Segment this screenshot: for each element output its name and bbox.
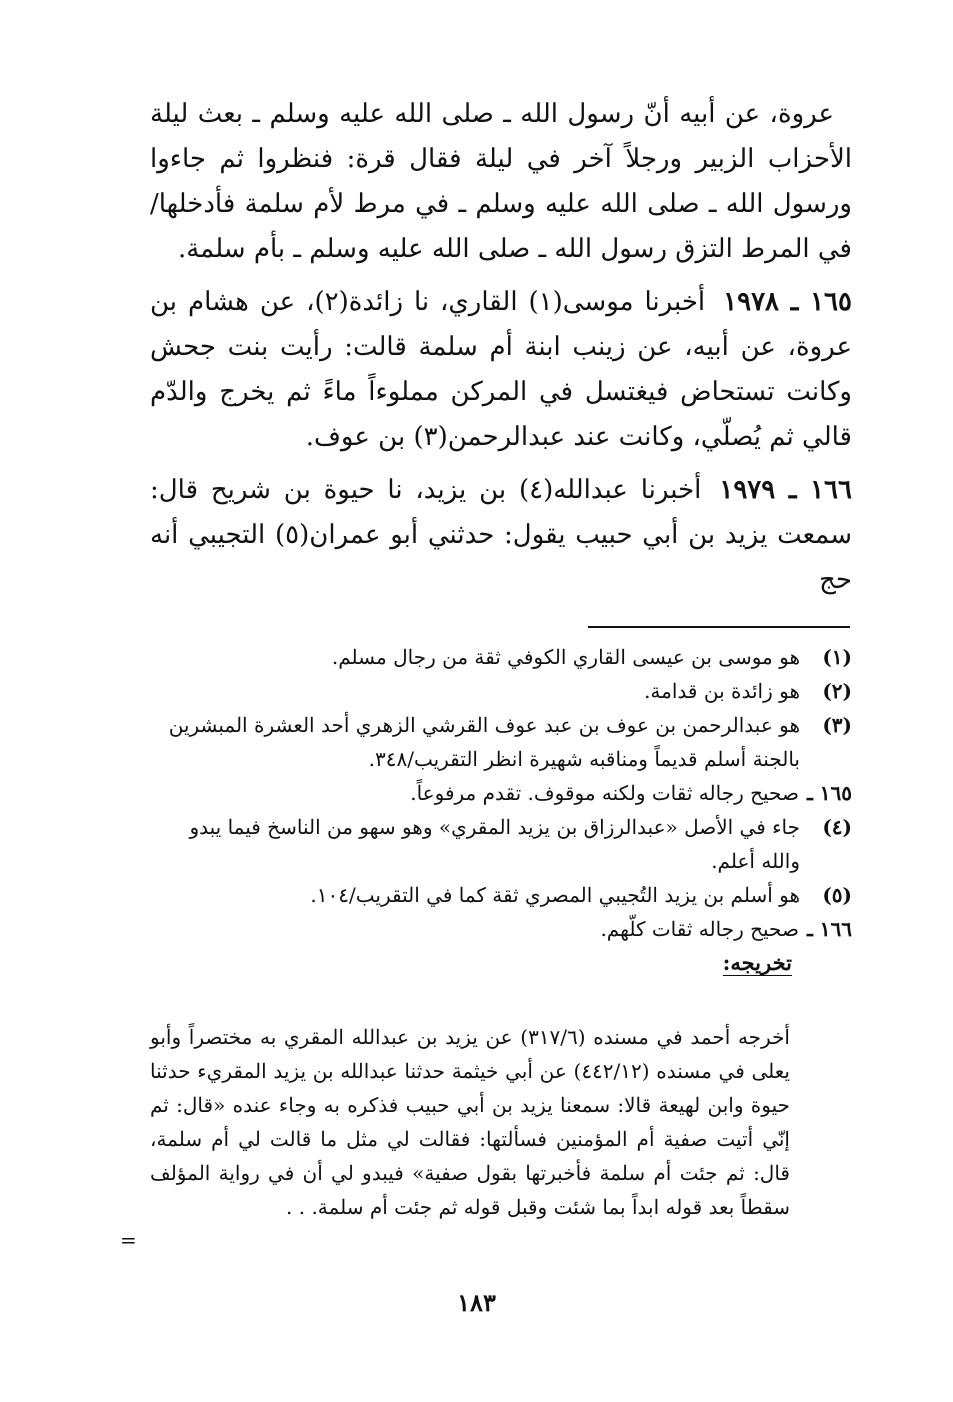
grading-text: صحيح رجاله ثقات ولكنه موقوف. تقدم مرفوعاً. [410, 781, 799, 805]
footnotes [150, 640, 852, 980]
hadith-number: ١٦٦ ـ ١٩٧٩ [719, 475, 852, 505]
footnote-item [150, 640, 852, 674]
hadith-paragraph [150, 468, 852, 603]
hadith-text: أخبرنا عبدالله(٤) بن يزيد، نا حيوة بن شريح قال: سمعت يزيد بن أبي حبيب يقول: حدثني أبو عمران(٥) التجيبي أنه حج [150, 475, 852, 595]
grading-number: ١٦٦ ـ [806, 917, 852, 941]
footnote-text: هو أسلم بن يزيد التُجيبي المصري ثقة كما في التقريب/١٠٤. [310, 883, 800, 907]
grading-text: صحيح رجاله ثقات كلّهم. [600, 917, 799, 941]
hadith-number: ١٦٥ ـ ١٩٧٨ [723, 287, 852, 317]
hadith-text: عروة، عن أبيه أنّ رسول الله ـ صلى الله عليه وسلم ـ بعث ليلة الأحزاب الزبير ورجلاً آخر في ليلة فقال قرة: فنظروا ثم جاءوا ورسول الله ـ صلى الله عليه وسلم ـ في مرط لأم سلمة فأدخلها/ في المرط التزق رسول الله ـ صلى الله عليه وسلم ـ بأم سلمة. [150, 99, 852, 264]
hadith-paragraph [150, 280, 852, 460]
footnote-number: (٤) [822, 815, 852, 839]
continuation-mark: = [120, 1228, 137, 1252]
footnote-number: (١) [822, 645, 852, 669]
footnote-number: (٢) [822, 679, 852, 703]
hadith-grading [150, 912, 852, 946]
hadith-paragraph [150, 92, 852, 272]
footnote-text: هو عبدالرحمن بن عوف بن عبد عوف القرشي الزهري أحد العشرة المبشرين بالجنة أسلم قديماً ومناقبه شهيرة انظر التقريب/٣٤٨. [168, 713, 800, 771]
grading-number: ١٦٥ ـ [806, 781, 852, 805]
footnote-item [150, 878, 852, 912]
footnote-text: هو زائدة بن قدامة. [644, 679, 800, 703]
hadith-text: أخبرنا موسى(١) القاري، نا زائدة(٢)، عن هشام بن عروة، عن أبيه، عن زينب ابنة أم سلمة قالت: رأيت بنت جحش وكانت تستحاض فيغتسل في المركن مملوءاً ماءً ثم يخرج والدّم قالي ثم يُصلّي، وكانت عند عبدالرحمن(٣) بن عوف. [150, 287, 852, 452]
footnote-separator [588, 626, 850, 628]
footnote-item [150, 810, 852, 878]
page-number: ١٨٣ [457, 1288, 496, 1317]
takhrij-text: أخرجه أحمد في مسنده (٣١٧/٦) عن يزيد بن عبدالله المقري به مختصراً وأبو يعلى في مسنده (٤٤٢/١٢) عن أبي خيثمة حدثنا عبدالله بن يزيد المقريء حدثنا حيوة وابن لهيعة قالا: سمعنا يزيد بن أبي حبيب فذكره به وجاء عنده «قال: ثم إنّي أتيت صفية أم المؤمنين فسألتها: فقالت لي مثل ما قالت لي أم سلمة، قال: ثم جئت أم سلمة فأخبرتها بقول صفية» فيبدو لي أن في رواية المؤلف سقطاً بعد قوله ابداً بما شئت وقبل قوله ثم جئت أم سلمة. . . [150, 1025, 790, 1219]
main-text [150, 92, 852, 611]
takhrij-heading-text: تخريجه: [722, 950, 792, 975]
footnote-number: (٣) [822, 713, 852, 737]
takhrij-heading [150, 946, 852, 980]
footnote-text: جاء في الأصل «عبدالرزاق بن يزيد المقري» وهو سهو من الناسخ فيما يبدو والله أعلم. [189, 815, 800, 873]
footnote-item [150, 708, 852, 776]
footnote-number: (٥) [822, 883, 852, 907]
footnote-item [150, 674, 852, 708]
hadith-grading [150, 776, 852, 810]
footnote-text: هو موسى بن عيسى القاري الكوفي ثقة من رجال مسلم. [331, 645, 800, 669]
